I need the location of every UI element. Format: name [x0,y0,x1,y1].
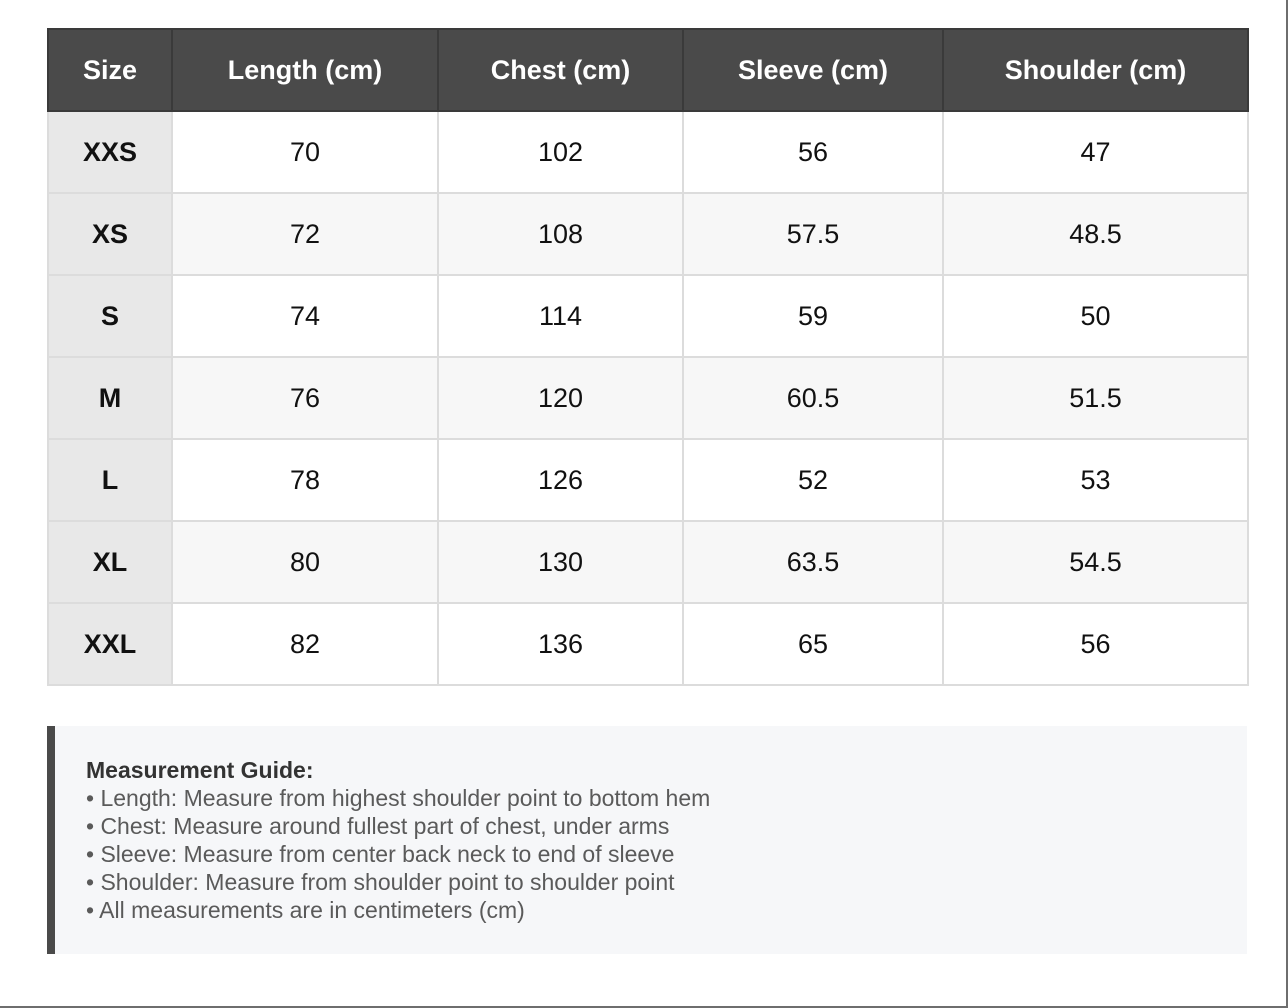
header-sleeve: Sleeve (cm) [683,29,943,111]
guide-item-chest: • Chest: Measure around fullest part of chest, under arms [86,813,670,839]
sleeve-cell: 52 [683,439,943,521]
chest-cell: 126 [438,439,683,521]
size-cell: XXL [48,603,172,685]
length-cell: 76 [172,357,438,439]
size-cell: XL [48,521,172,603]
header-size: Size [48,29,172,111]
length-cell: 74 [172,275,438,357]
guide-item-units: • All measurements are in centimeters (cm) [86,897,525,923]
shoulder-cell: 53 [943,439,1248,521]
chest-cell: 130 [438,521,683,603]
header-length: Length (cm) [172,29,438,111]
shoulder-cell: 56 [943,603,1248,685]
chest-cell: 120 [438,357,683,439]
table-row [48,275,1248,357]
sleeve-cell: 59 [683,275,943,357]
table-row [48,521,1248,603]
shoulder-cell: 50 [943,275,1248,357]
sleeve-cell: 56 [683,111,943,193]
shoulder-cell: 51.5 [943,357,1248,439]
sleeve-cell: 57.5 [683,193,943,275]
size-cell: XXS [48,111,172,193]
chest-cell: 102 [438,111,683,193]
table-row [48,357,1248,439]
size-cell: XS [48,193,172,275]
guide-item-length: • Length: Measure from highest shoulder point to bottom hem [86,785,711,811]
size-cell: S [48,275,172,357]
shoulder-cell: 54.5 [943,521,1248,603]
measurement-guide [47,726,1247,954]
size-cell: M [48,357,172,439]
length-cell: 82 [172,603,438,685]
guide-item-shoulder: • Shoulder: Measure from shoulder point to shoulder point [86,869,675,895]
table-row [48,111,1248,193]
table-body [48,111,1248,685]
sleeve-cell: 63.5 [683,521,943,603]
sleeve-cell: 60.5 [683,357,943,439]
length-cell: 70 [172,111,438,193]
sleeve-cell: 65 [683,603,943,685]
chest-cell: 114 [438,275,683,357]
header-chest: Chest (cm) [438,29,683,111]
header-row [48,29,1248,111]
table-row [48,193,1248,275]
length-cell: 72 [172,193,438,275]
shoulder-cell: 47 [943,111,1248,193]
size-chart-table [47,28,1249,686]
length-cell: 80 [172,521,438,603]
guide-item-sleeve: • Sleeve: Measure from center back neck to end of sleeve [86,841,675,867]
shoulder-cell: 48.5 [943,193,1248,275]
table-row [48,603,1248,685]
size-cell: L [48,439,172,521]
chest-cell: 136 [438,603,683,685]
chest-cell: 108 [438,193,683,275]
table-row [48,439,1248,521]
header-shoulder: Shoulder (cm) [943,29,1248,111]
length-cell: 78 [172,439,438,521]
guide-title: Measurement Guide: [86,757,314,783]
table-header [48,29,1248,111]
